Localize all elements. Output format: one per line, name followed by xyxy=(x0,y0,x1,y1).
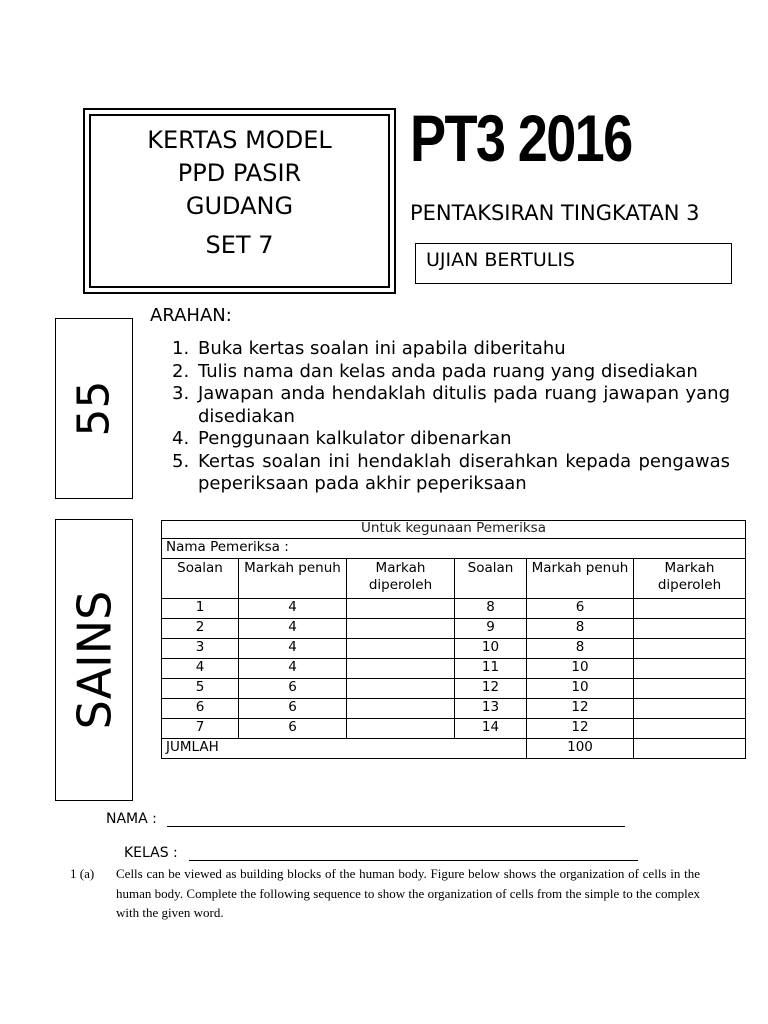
obtained-marks xyxy=(634,719,746,739)
question-number: 3 xyxy=(162,639,239,659)
table-row xyxy=(162,679,746,699)
obtained-marks xyxy=(347,639,455,659)
exam-title: PT3 2016 xyxy=(410,101,632,175)
question-number: 12 xyxy=(455,679,527,699)
total-label: JUMLAH xyxy=(162,739,527,759)
full-marks: 4 xyxy=(239,599,347,619)
instruction-item: 2. Tulis nama dan kelas anda pada ruang yang disediakan xyxy=(172,360,698,382)
full-marks: 6 xyxy=(239,699,347,719)
instruction-item: 5. Kertas soalan ini hendaklah diserahkan kepada pengawas peperiksaan pada akhir peperiksaan xyxy=(172,450,730,494)
question-number: 11 xyxy=(455,659,527,679)
total-obtained-marks xyxy=(634,739,746,759)
title-box-inner xyxy=(89,114,390,288)
question-text: Cells can be viewed as building blocks of the human body. Figure below shows the organization of cells in the human body. Complete the following sequence to show the organization of cells from the simple to the complex with the given word. xyxy=(116,866,700,920)
full-marks: 4 xyxy=(239,659,347,679)
assessment-label: PENTAKSIRAN TINGKATAN 3 xyxy=(410,201,700,225)
table-total-row xyxy=(162,739,746,759)
obtained-marks xyxy=(347,659,455,679)
question-number: 7 xyxy=(162,719,239,739)
name-label: NAMA : xyxy=(106,811,157,827)
title-line-3: GUDANG xyxy=(185,192,294,220)
obtained-marks xyxy=(634,699,746,719)
instructions-list xyxy=(172,338,730,496)
table-row xyxy=(162,639,746,659)
question-number: 9 xyxy=(455,619,527,639)
question-number: 1 (a) xyxy=(70,866,95,881)
obtained-marks xyxy=(634,659,746,679)
name-field[interactable] xyxy=(167,826,625,827)
table-row xyxy=(162,719,746,739)
subject-name-box xyxy=(55,519,133,801)
question-number: 4 xyxy=(162,659,239,679)
obtained-marks xyxy=(634,639,746,659)
full-marks: 4 xyxy=(239,619,347,639)
column-header: Markah diperoleh xyxy=(347,559,455,599)
table-row xyxy=(162,599,746,619)
full-marks: 4 xyxy=(239,639,347,659)
subject-code-box xyxy=(55,318,133,499)
table-row xyxy=(162,659,746,679)
column-header: Soalan xyxy=(162,559,239,599)
full-marks: 12 xyxy=(527,719,634,739)
question-number: 5 xyxy=(162,679,239,699)
full-marks: 6 xyxy=(239,719,347,739)
obtained-marks xyxy=(634,619,746,639)
table-row xyxy=(162,619,746,639)
set-label: SET 7 xyxy=(205,231,274,259)
column-header: Markah diperoleh xyxy=(634,559,746,599)
examiner-name-label: Nama Pemeriksa : xyxy=(162,539,746,559)
instruction-item: 4. Penggunaan kalkulator dibenarkan xyxy=(172,428,512,449)
question-number: 1 xyxy=(162,599,239,619)
column-header: Markah penuh xyxy=(527,559,634,599)
full-marks: 12 xyxy=(527,699,634,719)
full-marks: 8 xyxy=(527,619,634,639)
obtained-marks xyxy=(347,599,455,619)
question-number: 6 xyxy=(162,699,239,719)
title-line-1: KERTAS MODEL xyxy=(147,126,332,154)
obtained-marks xyxy=(634,599,746,619)
obtained-marks xyxy=(634,679,746,699)
full-marks: 10 xyxy=(527,679,634,699)
instruction-item: 1. Buka kertas soalan ini apabila diberitahu xyxy=(172,338,566,359)
full-marks: 6 xyxy=(239,679,347,699)
question-number: 8 xyxy=(455,599,527,619)
instruction-item: 3. Jawapan anda hendaklah ditulis pada ruang jawapan yang disediakan xyxy=(172,383,730,427)
title-line-2: PPD PASIR xyxy=(177,159,302,187)
obtained-marks xyxy=(347,619,455,639)
obtained-marks xyxy=(347,679,455,699)
subject-name: SAINS xyxy=(67,590,122,730)
question-number: 2 xyxy=(162,619,239,639)
paper-type-box: UJIAN BERTULIS xyxy=(415,243,732,284)
obtained-marks xyxy=(347,699,455,719)
table-caption: Untuk kegunaan Pemeriksa xyxy=(162,521,746,539)
total-full-marks: 100 xyxy=(527,739,634,759)
class-label: KELAS : xyxy=(124,845,178,861)
table-header-row xyxy=(162,559,746,599)
full-marks: 6 xyxy=(527,599,634,619)
examiner-marks-table xyxy=(161,520,746,759)
class-field[interactable] xyxy=(189,860,638,861)
full-marks: 8 xyxy=(527,639,634,659)
subject-code: 55 xyxy=(68,380,120,437)
obtained-marks xyxy=(347,719,455,739)
column-header: Soalan xyxy=(455,559,527,599)
instructions-heading: ARAHAN: xyxy=(150,305,232,326)
full-marks: 10 xyxy=(527,659,634,679)
column-header: Markah penuh xyxy=(239,559,347,599)
question-block xyxy=(70,864,700,923)
table-row xyxy=(162,699,746,719)
question-number: 14 xyxy=(455,719,527,739)
question-number: 10 xyxy=(455,639,527,659)
title-box xyxy=(83,108,396,294)
question-number: 13 xyxy=(455,699,527,719)
